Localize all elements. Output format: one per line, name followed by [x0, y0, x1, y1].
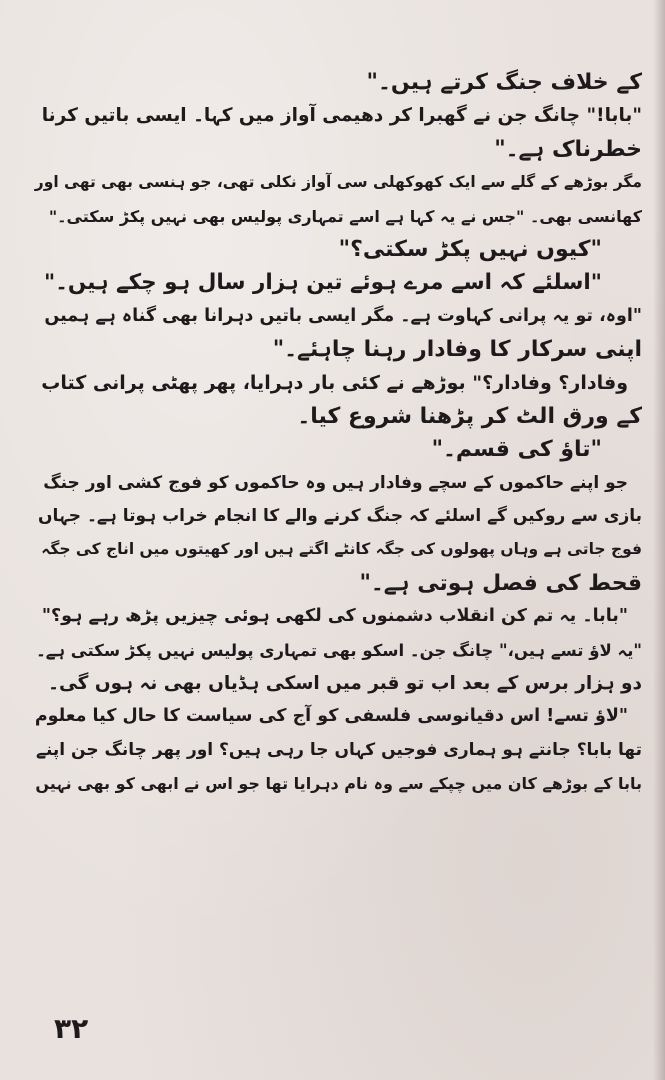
- text-line: کے خلاف جنگ کرتے ہیں۔": [366, 70, 642, 95]
- page-text-block: [34, 66, 642, 801]
- text-line: بابا کے بوڑھے کان میں چپکے سے وہ نام دہرایا تھا جو اس نے ابھی کو بھی نہیں: [35, 774, 642, 794]
- text-line: جو اپنے حاکموں کے سچے وفادار ہیں وہ حاکموں کو فوج کشی اور جنگ: [43, 472, 628, 493]
- text-line: کے ورق الٹ کر پڑھنا شروع کیا۔: [297, 403, 642, 429]
- text-line: کھانسی بھی۔ "جس نے یہ کہا ہے اسے تمہاری پولیس بھی نہیں پکڑ سکتی۔": [48, 206, 642, 226]
- text-line: دو ہزار برس کے بعد اب تو قبر میں اسکی ہڈیاں بھی نہ ہوں گی۔: [48, 673, 642, 695]
- page-number: ۳۲: [54, 1012, 89, 1045]
- text-line: "یہ لاؤ تسے ہیں،" چانگ جن۔ اسکو بھی تمہاری پولیس نہیں پکڑ سکتی ہے۔: [36, 640, 642, 660]
- text-line: "کیوں نہیں پکڑ سکتی؟": [338, 236, 602, 262]
- text-line: "اوہ، تو یہ پرانی کہاوت ہے۔ مگر ایسی باتیں دہرانا بھی گناہ ہے ہمیں: [44, 305, 642, 326]
- text-line: مگر بوڑھے کے گلے سے ایک کھوکھلی سی آواز نکلی تھی، جو ہنسی بھی تھی اور: [34, 173, 642, 192]
- text-line: بازی سے روکیں گے اسلئے کہ جنگ کرنے والے کا انجام خراب ہوتا ہے۔ جہاں: [37, 506, 642, 527]
- text-line: "تاؤ کی قسم۔": [431, 437, 602, 463]
- text-line: "بابا!" چانگ جن نے گھبرا کر دھیمی آواز میں کہا۔ ایسی باتیں کرنا: [41, 105, 642, 127]
- text-line: "لاؤ تسے! اس دقیانوسی فلسفی کو آج کی سیاست کا حال کیا معلوم: [34, 706, 628, 727]
- text-line: قحط کی فصل ہوتی ہے۔": [359, 570, 642, 596]
- text-line: "بابا۔ یہ تم کن انقلاب دشمنوں کی لکھی ہوئی چیزیں پڑھ رہے ہو؟": [41, 606, 628, 627]
- text-line: وفادار؟ وفادار؟" بوڑھے نے کئی بار دہرایا، پھر پھٹی پرانی کتاب: [41, 371, 628, 394]
- text-line: تھا بابا؟ جانتے ہو ہماری فوجیں کہاں جا رہی ہیں؟ اور پھر چانگ جن اپنے: [36, 739, 642, 760]
- text-line: اپنی سرکار کا وفادار رہنا چاہئے۔": [272, 337, 642, 363]
- text-line: فوج جاتی ہے وہاں پھولوں کی جگہ کانٹے اگتے ہیں اور کھیتوں میں اناج کی جگہ: [41, 540, 642, 559]
- page-edge-shadow: [653, 0, 665, 1080]
- text-line: "اسلئے کہ اسے مرے ہوئے تین ہزار سال ہو چکے ہیں۔": [44, 270, 602, 296]
- text-line: خطرناک ہے۔": [494, 136, 642, 162]
